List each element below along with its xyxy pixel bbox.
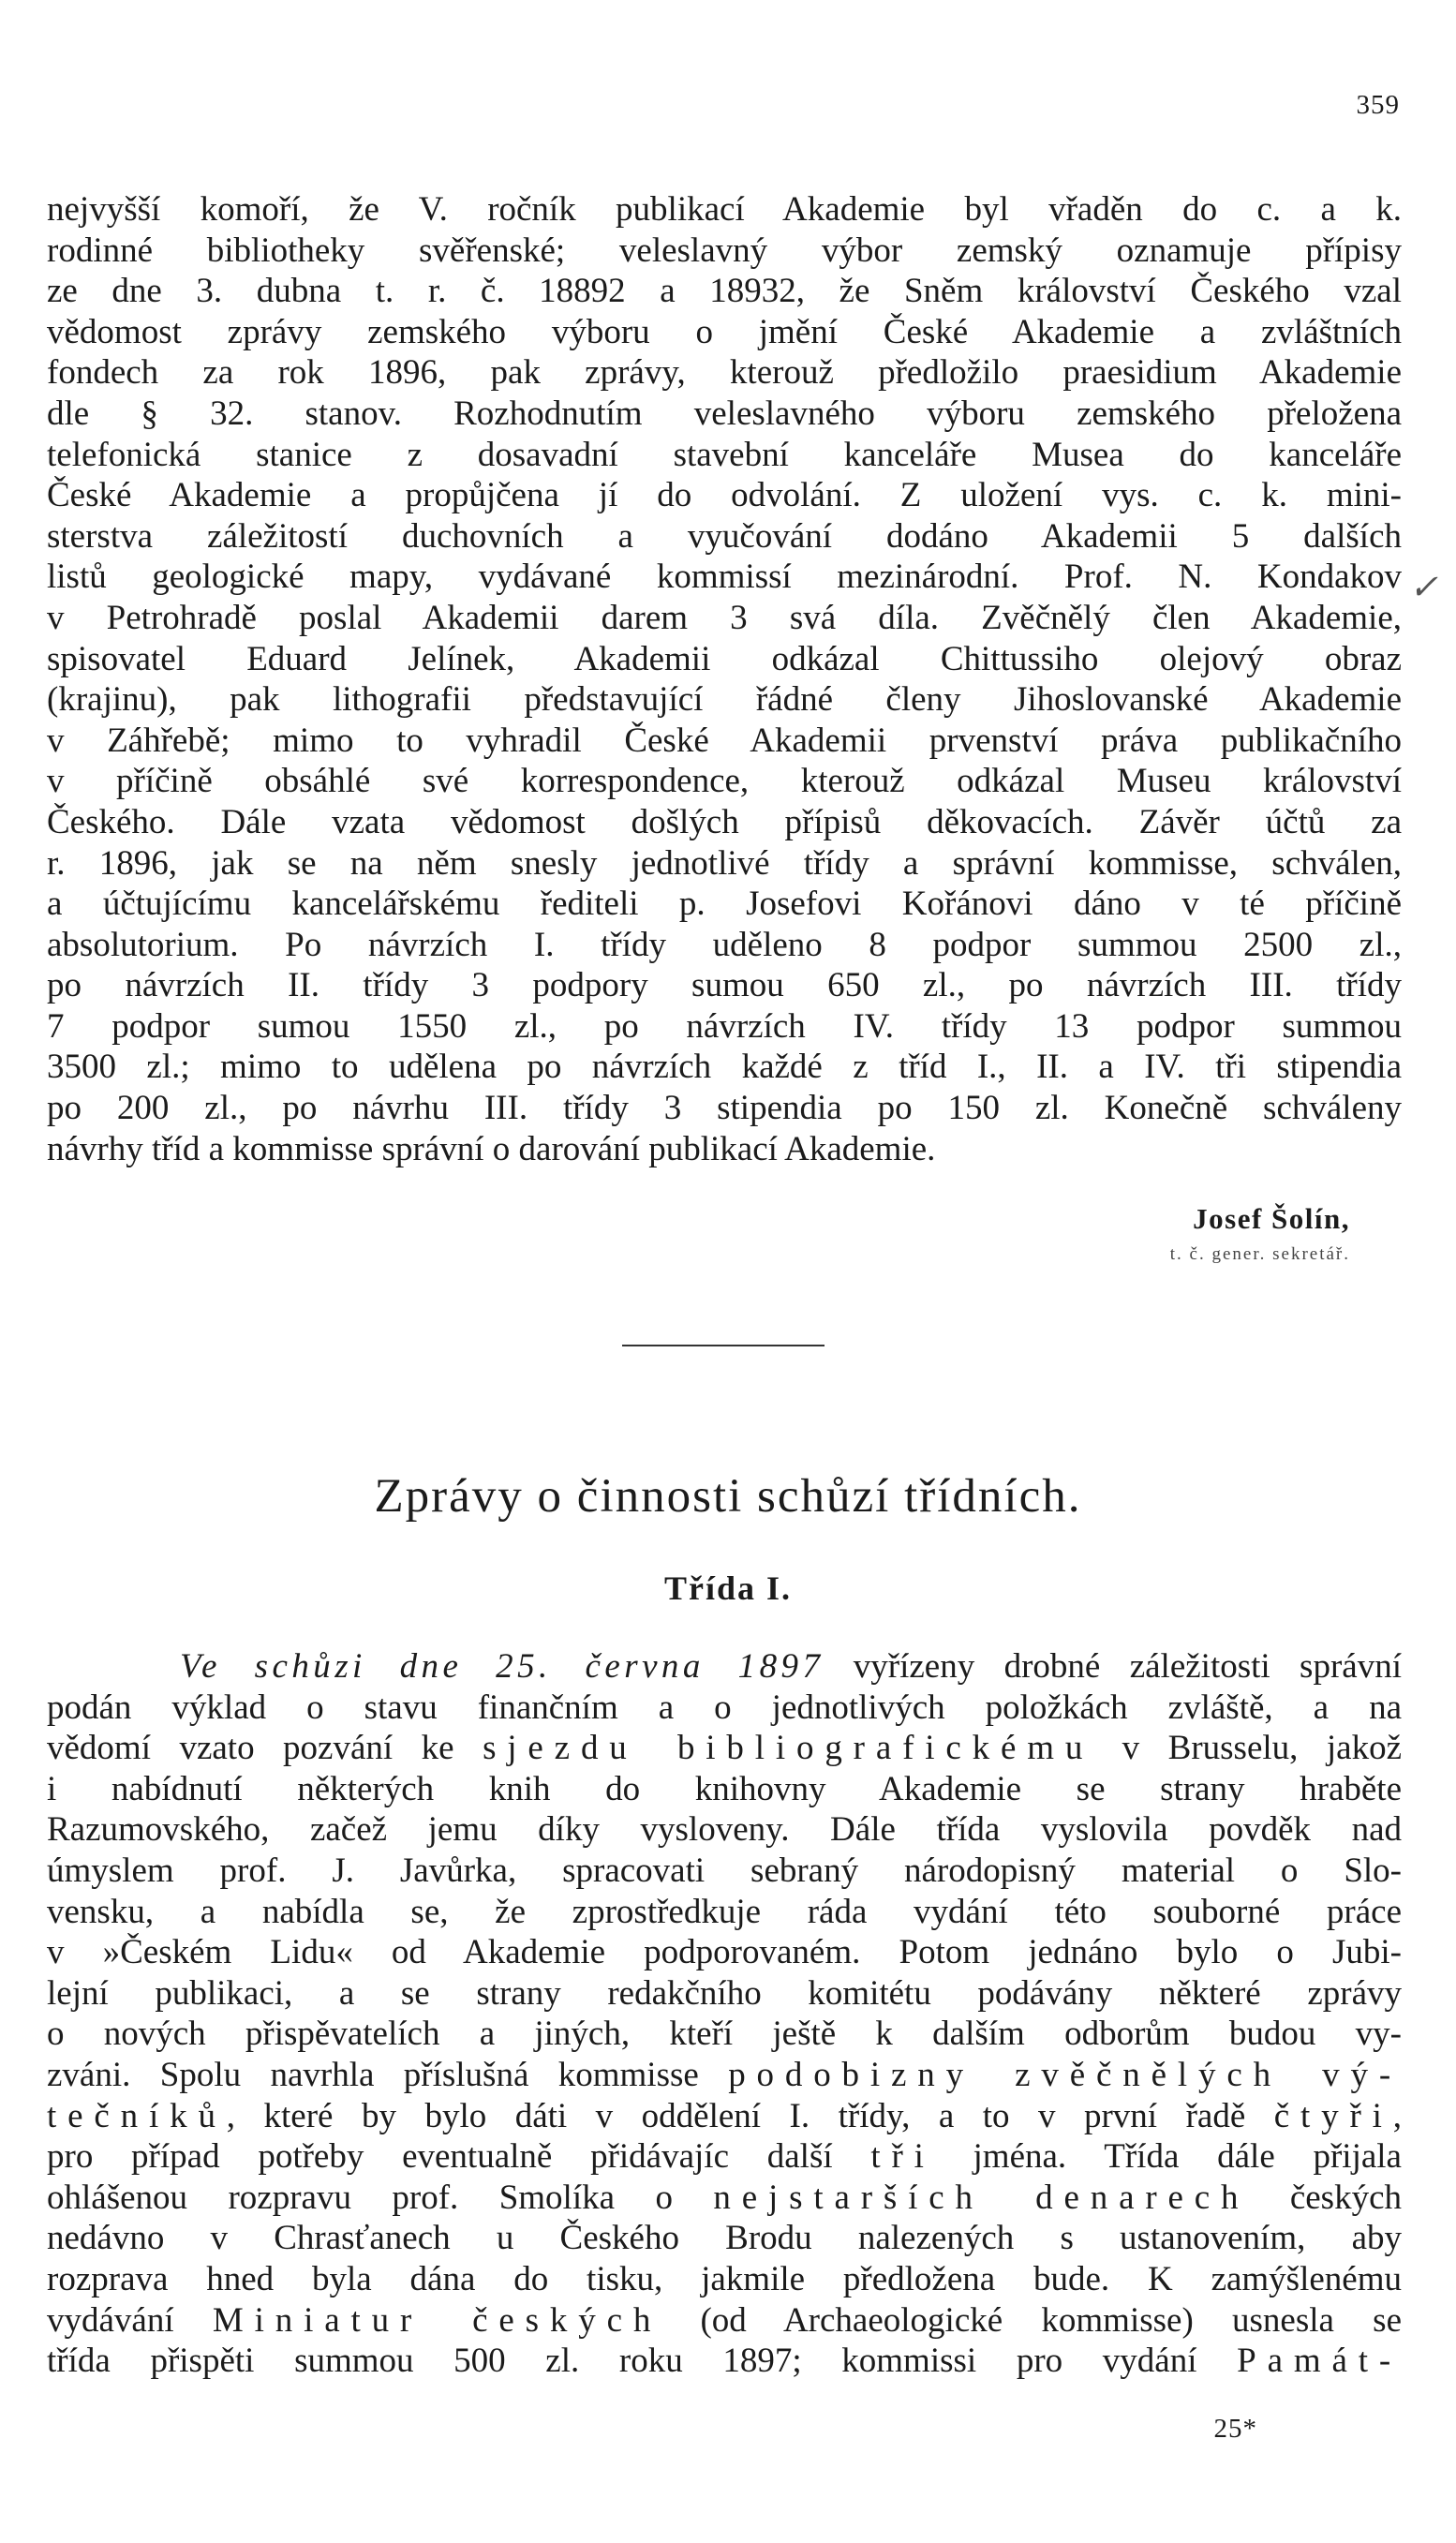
text-line: telefonická stanice z dosavadní stavební kanceláře Musea do kanceláře <box>47 435 1402 474</box>
text-line: v »Českém Lidu« od Akademie podporovaném. Potom jednáno bylo o Jubi- <box>47 1933 1402 1972</box>
text-line: spisovatel Eduard Jelínek, Akademii odkázal Chittussiho olejový obraz <box>47 639 1402 678</box>
paragraph-2 <box>47 1646 1402 2382</box>
text-line: po 200 zl., po návrhu III. třídy 3 stipendia po 150 zl. Konečně schváleny <box>47 1089 1402 1128</box>
text-line: vědomí vzato pozvání ke sjezdu bibliografickému v Brusselu, jakož <box>47 1729 1402 1768</box>
text-line: úmyslem prof. J. Javůrka, spracovati sebraný národopisný material o Slo- <box>47 1851 1402 1890</box>
text-line: v Petrohradě poslal Akademii darem 3 svá díla. Zvěčnělý člen Akademie, <box>47 598 1402 637</box>
text-line: lejní publikaci, a se strany redakčního komitétu podávány některé zprávy <box>47 1973 1402 2013</box>
footer-signature-mark: 25* <box>1213 2414 1257 2444</box>
section-separator <box>622 1345 825 1346</box>
text-line: České Akademie a propůjčena jí do odvolání. Z uložení vys. c. k. mini- <box>47 476 1402 515</box>
text-line: v Záhřebě; mimo to vyhradil České Akademii prvenství práva publikačního <box>47 721 1402 760</box>
spaced-emphasis: tři <box>870 2137 935 2177</box>
spaced-emphasis: čtyři <box>1273 2096 1393 2135</box>
text-line: vydávání Miniatur českých (od Archaeologické kommisse) usnesla se <box>47 2300 1402 2340</box>
section-heading: Zprávy o činnosti schůzí třídních. <box>374 1470 1082 1523</box>
text-line: pro případ potřeby eventualně přidávajíc další tři jména. Třída dále přijala <box>47 2137 1402 2177</box>
text-line: zváni. Spolu navrhla příslušná kommisse podobizny zvěčnělých vý- <box>47 2055 1402 2094</box>
text-line: absolutorium. Po návrzích I. třídy uděleno 8 podpor summou 2500 zl., <box>47 925 1402 964</box>
class-heading: Třída I. <box>663 1569 793 1607</box>
spaced-emphasis: Miniatur českých <box>212 2300 662 2340</box>
text-line: sterstva záležitostí duchovních a vyučování dodáno Akademii 5 dalších <box>47 516 1402 556</box>
text-line: vensku, a nabídla se, že zprostředkuje ráda vydání této souborné práce <box>47 1892 1402 1931</box>
signature-name: Josef Šolín, <box>1193 1202 1350 1235</box>
text-line: fondech za rok 1896, pak zprávy, kterouž předložilo praesidium Akademie <box>47 353 1402 393</box>
page-number: 359 <box>1356 90 1400 120</box>
text-line: rodinné bibliotheky svěřenské; veleslavný výbor zemský oznamuje přípisy <box>47 231 1402 270</box>
text-line: 3500 zl.; mimo to udělena po návrzích každé z tříd I., II. a IV. tři stipendia <box>47 1048 1402 1087</box>
text-line: návrhy tříd a kommisse správní o darování publikací Akademie. <box>47 1129 936 1168</box>
text-line: r. 1896, jak se na něm snesly jednotlivé třídy a správní kommisse, schválen, <box>47 843 1402 883</box>
text-line: dle § 32. stanov. Rozhodnutím veleslavného výboru zemského přeložena <box>47 394 1402 433</box>
spaced-emphasis: tečníků <box>47 2096 227 2135</box>
text-line: rozprava hned byla dána do tisku, jakmile předložena bude. K zamýšlenému <box>47 2259 1402 2298</box>
text-line: vědomost zprávy zemského výboru o jmění České Akademie a zvláštních <box>47 312 1402 351</box>
paragraph-1 <box>47 189 1402 1169</box>
text-line: (krajinu), pak lithografii představující řádné členy Jihoslovanské Akademie <box>47 680 1402 720</box>
text-line: nejvyšší komoří, že V. ročník publikací Akademie byl vřaděn do c. a k. <box>47 190 1402 229</box>
signature-title: t. č. gener. sekretář. <box>1169 1244 1350 1264</box>
text-line: nedávno v Chrasťanech u Českého Brodu nalezených s ustanovením, aby <box>47 2219 1402 2258</box>
spaced-emphasis: Památ- <box>1237 2342 1402 2381</box>
text-line: i nabídnutí některých knih do knihovny Akademie se strany hraběte <box>47 1769 1402 1808</box>
text-line: ze dne 3. dubna t. r. č. 18892 a 18932, že Sněm království Českého vzal <box>47 272 1402 311</box>
margin-check-mark: ✓ <box>1409 569 1439 607</box>
text-line: Českého. Dále vzata vědomost došlých přípisů děkovacích. Závěr účtů za <box>47 802 1402 841</box>
meeting-date-italic: Ve schůzi dne 25. června 1897 <box>180 1647 825 1686</box>
text-line: po návrzích II. třídy 3 podpory sumou 650 zl., po návrzích III. třídy <box>47 966 1402 1005</box>
text-line: o nových přispěvatelích a jiných, kteří ještě k dalším odborům budou vy- <box>47 2015 1402 2054</box>
spaced-emphasis: sjezdu bibliografickému <box>483 1729 1094 1768</box>
text-line: 7 podpor sumou 1550 zl., po návrzích IV. třídy 13 podpor summou <box>47 1006 1402 1046</box>
text-line: a účtujícímu kancelářskému řediteli p. Josefovi Kořánovi dáno v té příčině <box>47 885 1402 924</box>
text-line: Razumovského, začež jemu díky vysloveny. Dále třída vyslovila povděk nad <box>47 1810 1402 1850</box>
spaced-emphasis: podobizny zvěčnělých vý- <box>728 2055 1402 2094</box>
text-line: ohlášenou rozpravu prof. Smolíka o nejstarších denarech českých <box>47 2178 1402 2217</box>
text-line: Ve schůzi dne 25. června 1897 vyřízeny drobné záležitosti správní <box>180 1647 1402 1686</box>
text-line: tečníků, které by bylo dáti v oddělení I. třídy, a to v první řadě čtyři, <box>47 2096 1402 2135</box>
spaced-emphasis: nejstarších denarech <box>713 2178 1250 2217</box>
text-line: třída přispěti summou 500 zl. roku 1897; kommissi pro vydání Památ- <box>47 2342 1402 2381</box>
text-line: v příčině obsáhlé své korrespondence, kterouž odkázal Museu království <box>47 762 1402 801</box>
text-line: listů geologické mapy, vydávané kommissí mezinárodní. Prof. N. Kondakov <box>47 558 1402 597</box>
text-line: podán výklad o stavu finančním a o jednotlivých položkách zvláště, a na <box>47 1688 1402 1727</box>
